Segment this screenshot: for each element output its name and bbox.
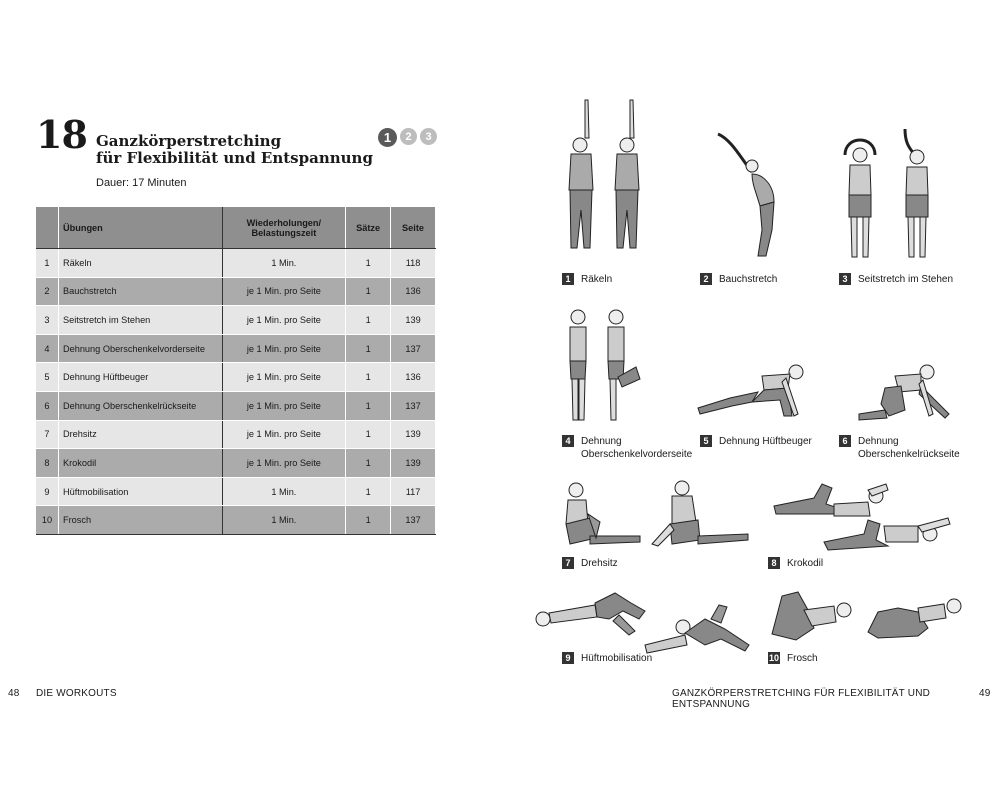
workout-title-line2: für Flexibilität und Entspannung [96, 149, 373, 167]
table-row [36, 306, 436, 335]
exercise-cell: Frosch [58, 506, 222, 535]
sets-cell: 1 [346, 506, 391, 535]
header-sets: Sätze [346, 207, 391, 249]
caption-6 [839, 435, 968, 461]
page-cell: 118 [391, 249, 436, 278]
caption-label: Seitstretch im Stehen [858, 274, 954, 285]
exercise-table [36, 207, 436, 535]
exercise-cell: Hüftmobilisation [58, 477, 222, 506]
caption-label: Bauchstretch [719, 274, 778, 285]
caption-9 [562, 652, 652, 665]
bauchstretch-illustration-icon [712, 130, 787, 265]
row-number-cell: 9 [36, 477, 58, 506]
level-2-badge: 2 [400, 128, 417, 145]
drehsitz-illustration-icon [560, 478, 755, 553]
reps-cell: je 1 Min. pro Seite [222, 391, 346, 420]
caption-10 [768, 652, 818, 665]
caption-7 [562, 557, 618, 570]
sets-cell: 1 [346, 277, 391, 306]
sets-cell: 1 [346, 420, 391, 449]
figure-dehnung-rueckseite [855, 358, 955, 426]
reps-cell: je 1 Min. pro Seite [222, 420, 346, 449]
row-number-cell: 2 [36, 277, 58, 306]
caption-label: Krokodil [787, 558, 824, 569]
reps-cell: je 1 Min. pro Seite [222, 306, 346, 335]
figure-krokodil [768, 480, 963, 552]
caption-number: 9 [562, 652, 574, 664]
caption-2 [700, 273, 777, 286]
hueftmobilisation-illustration-icon [535, 585, 760, 660]
row-number-cell: 5 [36, 363, 58, 392]
table-row [36, 277, 436, 306]
seitstretch-illustration-icon [835, 125, 945, 265]
page-cell: 137 [391, 334, 436, 363]
page-cell: 139 [391, 420, 436, 449]
reps-cell: je 1 Min. pro Seite [222, 449, 346, 478]
caption-number: 7 [562, 557, 574, 569]
krokodil-illustration-icon [768, 480, 963, 552]
caption-number: 10 [768, 652, 779, 663]
exercise-cell: Seitstretch im Stehen [58, 306, 222, 335]
caption-label: Dehnung Hüftbeuger [719, 436, 812, 447]
sets-cell: 1 [346, 363, 391, 392]
caption-5 [700, 435, 812, 448]
sets-cell: 1 [346, 391, 391, 420]
row-number-cell: 4 [36, 334, 58, 363]
reps-cell: 1 Min. [222, 249, 346, 278]
header-reps: Wiederholungen/ Belastungszeit [222, 207, 346, 249]
reps-cell: 1 Min. [222, 506, 346, 535]
header-page: Seite [391, 207, 436, 249]
figure-drehsitz [560, 478, 755, 553]
table-row [36, 449, 436, 478]
workout-duration: Dauer: 17 Minuten [96, 177, 187, 189]
left-section-title: DIE WORKOUTS [36, 688, 117, 699]
header-num [36, 207, 58, 249]
sets-cell: 1 [346, 477, 391, 506]
row-number-cell: 8 [36, 449, 58, 478]
exercise-cell: Dehnung Hüftbeuger [58, 363, 222, 392]
caption-label: Frosch [787, 653, 818, 664]
figure-hueftmobilisation [535, 585, 760, 660]
page-cell: 137 [391, 391, 436, 420]
caption-number: 8 [768, 557, 780, 569]
caption-3 [839, 273, 953, 286]
right-section-title: GANZKÖRPERSTRETCHING FÜR FLEXIBILITÄT UND ENTSPANNUNG [672, 688, 931, 710]
reps-cell: je 1 Min. pro Seite [222, 363, 346, 392]
sets-cell: 1 [346, 334, 391, 363]
difficulty-levels [378, 128, 437, 147]
table-header-row [36, 207, 436, 249]
table-row [36, 420, 436, 449]
sets-cell: 1 [346, 306, 391, 335]
caption-label: Dehnung Oberschenkelrückseite [858, 436, 960, 460]
rueckseite-illustration-icon [855, 358, 955, 426]
exercise-cell: Dehnung Oberschenkelvorderseite [58, 334, 222, 363]
caption-number: 3 [839, 273, 851, 285]
figure-seitstretch [835, 125, 945, 265]
workout-title-line1: Ganzkörperstretching [96, 132, 282, 150]
frosch-illustration-icon [768, 588, 963, 648]
caption-number: 1 [562, 273, 574, 285]
row-number-cell: 1 [36, 249, 58, 278]
header-exercise: Übungen [58, 207, 222, 249]
caption-label: Drehsitz [581, 558, 618, 569]
hueftbeuger-illustration-icon [692, 360, 812, 425]
page-cell: 117 [391, 477, 436, 506]
figure-bauchstretch [712, 130, 787, 265]
row-number-cell: 7 [36, 420, 58, 449]
caption-number: 6 [839, 435, 851, 447]
table-row [36, 363, 436, 392]
caption-label: Dehnung Oberschenkelvorderseite [581, 436, 693, 460]
caption-8 [768, 557, 823, 570]
page-cell: 137 [391, 506, 436, 535]
page-cell: 136 [391, 363, 436, 392]
figure-raekeln [555, 98, 650, 268]
caption-1 [562, 273, 612, 286]
caption-label: Räkeln [581, 274, 613, 285]
left-page-number: 48 [8, 688, 20, 699]
caption-label: Hüftmobilisation [581, 653, 653, 664]
caption-number: 2 [700, 273, 712, 285]
page-cell: 136 [391, 277, 436, 306]
caption-number: 5 [700, 435, 712, 447]
table-row [36, 249, 436, 278]
level-1-badge: 1 [378, 128, 397, 147]
row-number-cell: 6 [36, 391, 58, 420]
figure-dehnung-hueftbeuger [692, 360, 812, 425]
table-row [36, 391, 436, 420]
reps-cell: 1 Min. [222, 477, 346, 506]
sets-cell: 1 [346, 449, 391, 478]
row-number-cell: 10 [36, 506, 58, 535]
exercise-cell: Räkeln [58, 249, 222, 278]
table-row [36, 506, 436, 535]
exercise-cell: Bauchstretch [58, 277, 222, 306]
row-number-cell: 3 [36, 306, 58, 335]
reps-cell: je 1 Min. pro Seite [222, 277, 346, 306]
right-page-number: 49 [979, 688, 991, 699]
caption-4 [562, 435, 691, 461]
sets-cell: 1 [346, 249, 391, 278]
workout-title [96, 133, 373, 167]
table-row [36, 334, 436, 363]
exercise-cell: Krokodil [58, 449, 222, 478]
exercise-cell: Dehnung Oberschenkelrückseite [58, 391, 222, 420]
dehnung-vorderseite-illustration-icon [560, 305, 650, 430]
level-3-badge: 3 [420, 128, 437, 145]
figure-dehnung-vorderseite [560, 305, 650, 430]
table-row [36, 477, 436, 506]
figure-frosch [768, 588, 963, 648]
exercise-cell: Drehsitz [58, 420, 222, 449]
page-cell: 139 [391, 306, 436, 335]
reps-cell: je 1 Min. pro Seite [222, 334, 346, 363]
raekeln-illustration-icon [555, 98, 650, 268]
page-cell: 139 [391, 449, 436, 478]
workout-number: 18 [36, 112, 87, 157]
caption-number: 4 [562, 435, 574, 447]
